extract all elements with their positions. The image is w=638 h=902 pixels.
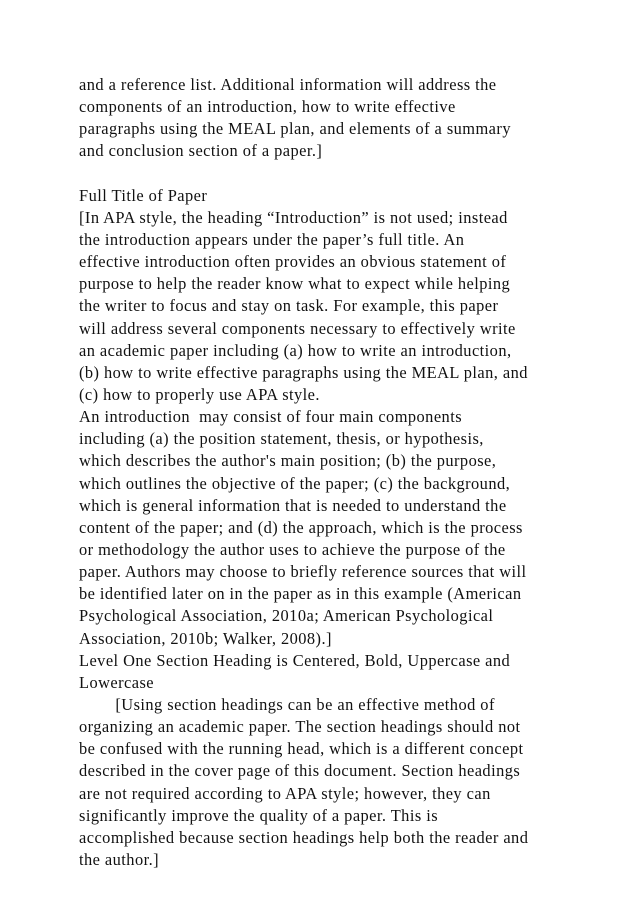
text-line: the introduction appears under the paper’s full title. An — [79, 229, 465, 249]
text-line: significantly improve the quality of a paper. This is — [79, 805, 439, 825]
text-line: effective introduction often provides an obvious statement of — [79, 252, 507, 272]
text-line: the author.] — [79, 849, 160, 869]
text-line: are not required according to APA style; however, they can — [79, 783, 491, 803]
text-line: the writer to focus and stay on task. For example, this paper — [79, 296, 499, 316]
text-line: be confused with the running head, which is a different concept — [79, 739, 524, 759]
paper-title: Full Title of Paper — [79, 185, 208, 205]
text-line: which outlines the objective of the paper; (c) the background, — [79, 473, 511, 493]
text-line: which is general information that is needed to understand the — [79, 495, 507, 515]
text-line: and conclusion section of a paper.] — [79, 141, 323, 161]
text-line: components of an introduction, how to write effective — [79, 97, 456, 117]
text-line: content of the paper; and (d) the approach, which is the process — [79, 517, 523, 537]
text-line: [Using section headings can be an effective method of — [79, 694, 495, 714]
text-line: including (a) the position statement, thesis, or hypothesis, — [79, 429, 484, 449]
section-heading: Lowercase — [79, 672, 155, 692]
text-line: An introduction may consist of four main components — [79, 407, 463, 427]
text-line: Psychological Association, 2010a; American Psychological — [79, 606, 494, 626]
document-body — [79, 74, 579, 871]
text-line: will address several components necessary to effectively write — [79, 318, 516, 338]
text-line: (c) how to properly use APA style. — [79, 384, 320, 404]
text-line: and a reference list. Additional information will address the — [79, 75, 497, 94]
text-line: or methodology the author uses to achieve the purpose of the — [79, 539, 506, 559]
text-line: an academic paper including (a) how to write an introduction, — [79, 340, 512, 360]
text-line: (b) how to write effective paragraphs using the MEAL plan, and — [79, 362, 528, 382]
text-line: accomplished because section headings help both the reader and — [79, 827, 529, 847]
text-line: [In APA style, the heading “Introduction” is not used; instead — [79, 207, 508, 227]
text-line: organizing an academic paper. The section headings should not — [79, 717, 521, 737]
text-line: paper. Authors may choose to briefly reference sources that will — [79, 562, 527, 582]
text-line: purpose to help the reader know what to expect while helping — [79, 274, 511, 294]
text-line: described in the cover page of this document. Section headings — [79, 761, 521, 781]
blank-line — [79, 163, 579, 185]
text-line: paragraphs using the MEAL plan, and elements of a summary — [79, 119, 511, 139]
section-heading: Level One Section Heading is Centered, Bold, Uppercase and — [79, 650, 511, 670]
text-line: which describes the author's main position; (b) the purpose, — [79, 451, 497, 471]
text-line: be identified later on in the paper as in this example (American — [79, 584, 522, 604]
text-line: Association, 2010b; Walker, 2008).] — [79, 628, 332, 648]
